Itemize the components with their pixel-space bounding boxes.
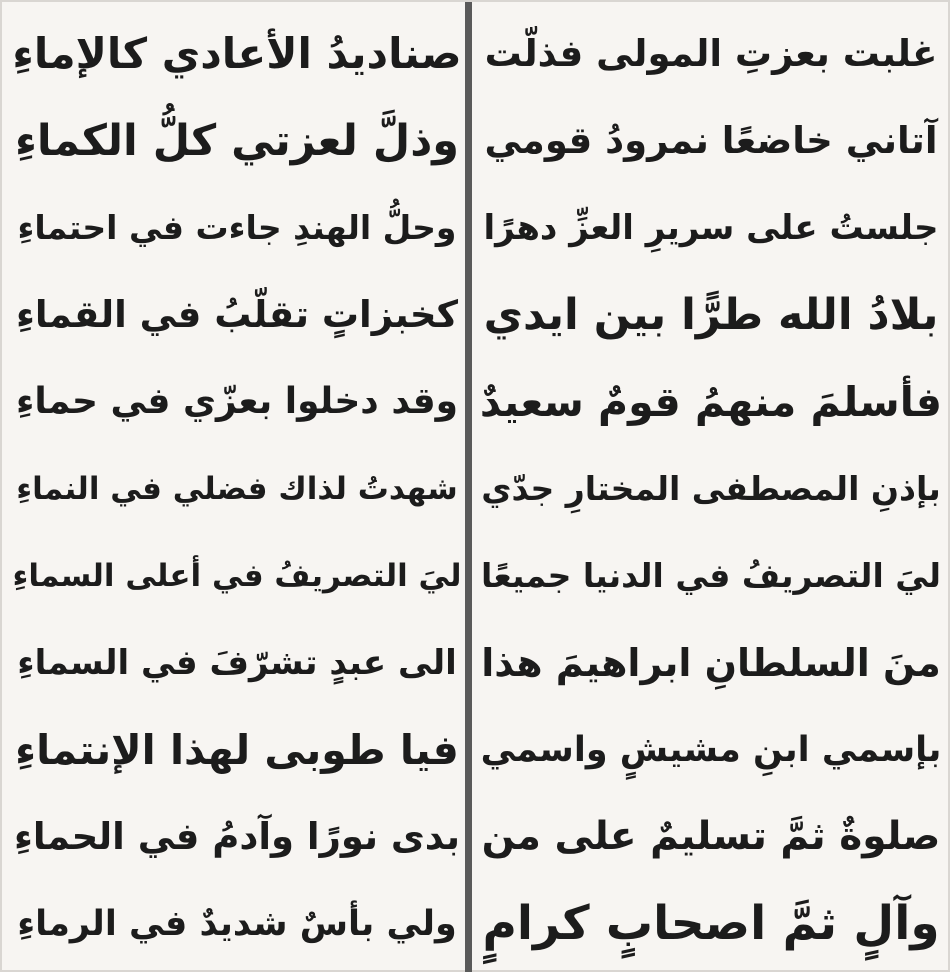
verse-line: وقد دخلوا بعزّي في حماءِ: [15, 380, 459, 422]
verse-line: بإذنِ المصطفى المختارِ جدّي: [481, 468, 941, 508]
verse-line: جلستُ على سريرِ العزِّ دهرًا: [483, 207, 939, 248]
verse-line: ولي بأسٌ شديدٌ في الرماءِ: [17, 904, 457, 945]
verse-line: الى عبدٍ تشرّفَ في السماءِ: [17, 643, 457, 684]
left-column: [12, 2, 462, 972]
verse-line: صلوةٌ ثمَّ تسليمٌ على من: [481, 814, 941, 860]
verse-line: بإسمي ابنِ مشيشٍ واسمي: [480, 730, 942, 771]
verse-line: وذلَّ لعزتي كلُّ الكماءِ: [14, 115, 460, 166]
verse-line: وآلٍ ثمَّ اصحابٍ كرامٍ: [482, 896, 940, 952]
verse-line: فيا طوبى لهذا الإنتماءِ: [15, 726, 459, 775]
verse-line: كخبزاتٍ تقلّبُ في القماءِ: [15, 292, 459, 336]
verse-line: ليَ التصريفُ في أعلى السماءِ: [12, 558, 462, 594]
verse-line: شهدتُ لذاك فضلي في النماءِ: [16, 470, 458, 507]
right-column: [480, 2, 942, 972]
verse-line: آتاني خاضعًا نمرودُ قومي: [484, 118, 938, 162]
verse-line: ليَ التصريفُ في الدنيا جميعًا: [480, 556, 942, 595]
verse-line: وحلُّ الهندِ جاءت في احتماءِ: [17, 207, 457, 247]
verse-line: فأسلمَ منهمُ قومٌ سعيدٌ: [480, 377, 942, 426]
verse-line: بدى نورًا وآدمُ في الحماءِ: [13, 815, 461, 859]
verse-line: صناديدُ الأعادي كالإماءِ: [12, 28, 462, 78]
column-divider: [465, 2, 472, 972]
verse-line: منَ السلطانِ ابراهيمَ هذا: [481, 641, 941, 686]
verse-line: بلادُ الله طرًّا بين ايدي: [483, 289, 939, 340]
verse-line: غلبت بعزتِ المولى فذلّت: [484, 31, 938, 75]
